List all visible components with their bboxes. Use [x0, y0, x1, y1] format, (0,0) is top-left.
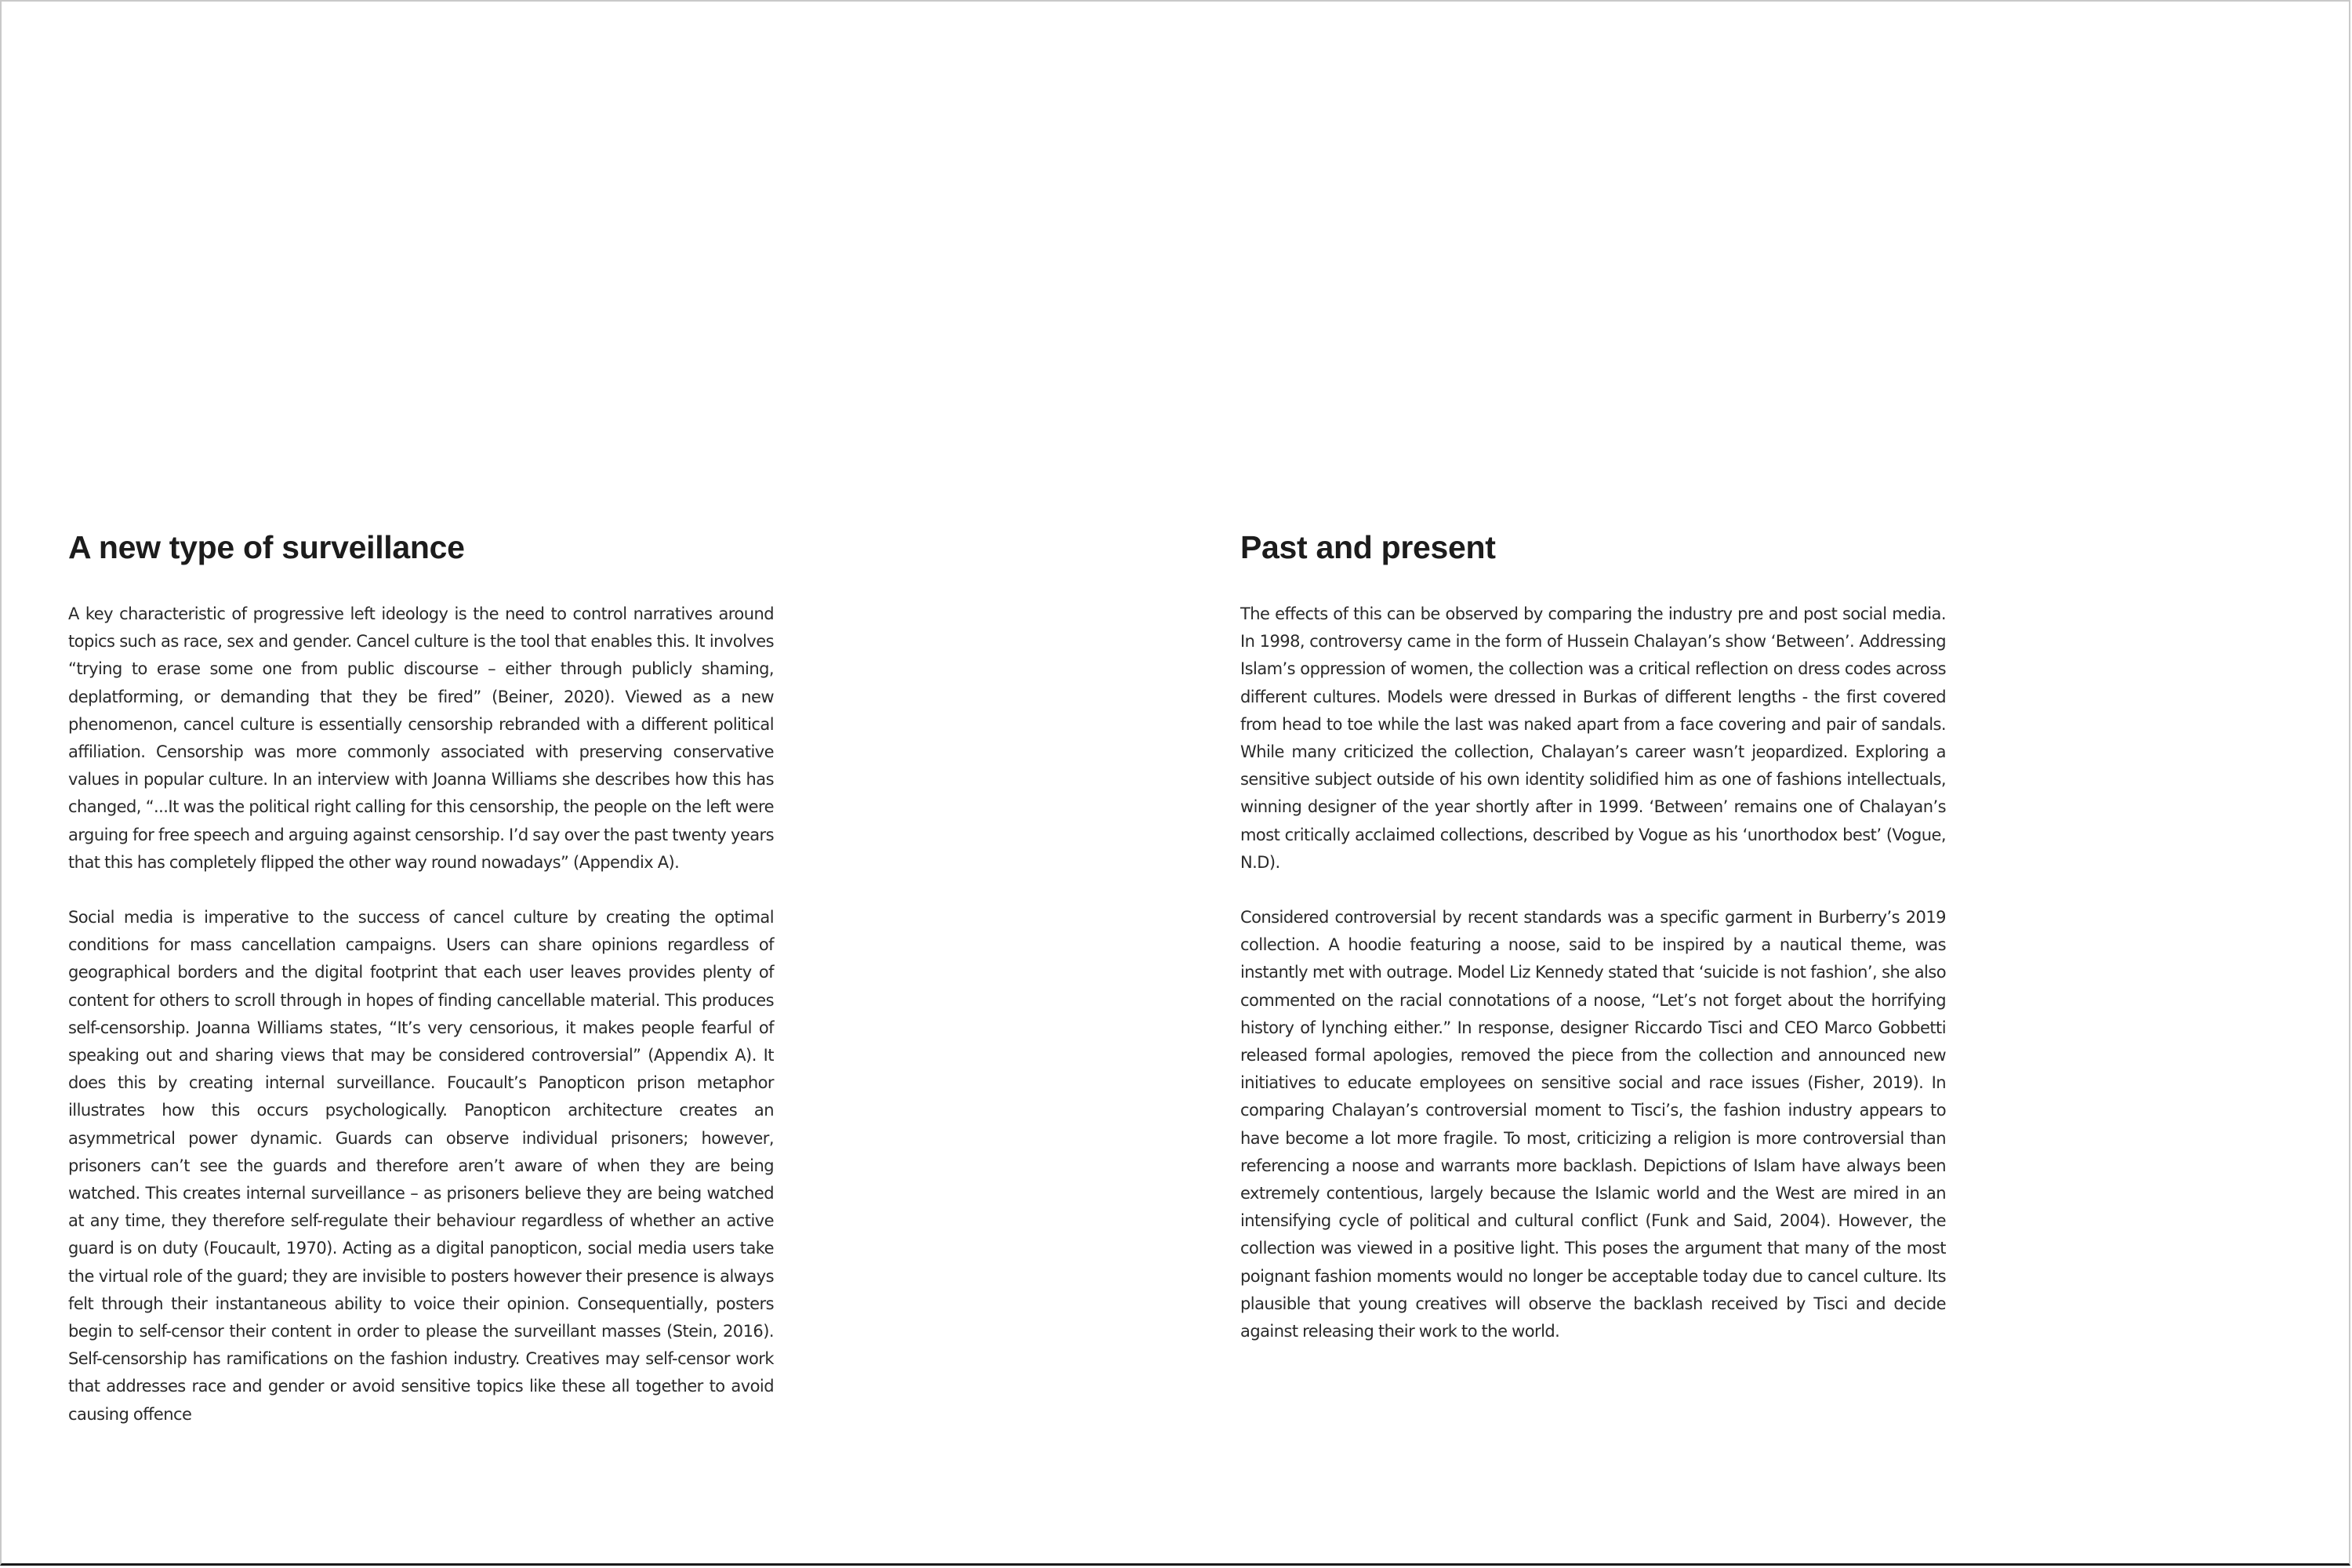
paragraph-burberry-noose: Considered controversial by recent standards was a specific garment in Burberry’s 2019 collection. A hoodie featuring a noose, said to be inspired by a nautical theme, was instantly met with outrage. Model Liz Kennedy stated that ‘suicide is not fashion’, she also commented on the racial connotations of a noose, “Let’s not forget about the horrifying history of lynching either.” In response, designer Riccardo Tisci and CEO Marco Gobbetti released formal apologies, removed the piece from the collection and announced new initiatives to educate employees on sensitive social and race issues (Fisher, 2019). In comparing Chalayan’s controversial moment to Tisci’s, the fashion industry appears to have become a lot more fragile. To most, criticizing a religion is more controversial than referencing a noose and warrants more backlash. Depictions of Islam have always been extremely contentious, largely because the Islamic world and the West are mired in an intensifying cycle of political and cultural conflict (Funk and Said, 2004). However, the collection was viewed in a positive light. This poses the argument that many of the most poignant fashion moments would no longer be acceptable today due to cancel culture. Its plausible that young creatives will observe the backlash received by Tisci and decide against releasing their work to the world. [1240, 908, 1946, 1341]
paragraph-chalayan-between: The effects of this can be observed by comparing the industry pre and post social media. In 1998, controversy came in the form of Hussein Chalayan’s show ‘Between’. Addressing Islam’s oppression of women, the collection was a critical reflection on dress codes across different cultures. Models were dressed in Burkas of different lengths - the first covered from head to toe while the last was naked apart from a face covering and pair of sandals. While many criticized the collection, Chalayan’s career wasn’t jeopardized. Exploring a sensitive subject outside of his own identity solidified him as one of fashions intellectuals, winning designer of the year shortly after in 1999. ‘Between’ remains one of Chalayan’s most critically acclaimed collections, described by Vogue as his ‘unorthodox best’ (Vogue, N.D). [1240, 604, 1946, 872]
section-heading-past-present: Past and present [1240, 529, 1496, 565]
section-heading-surveillance: A new type of surveillance [68, 529, 465, 565]
paragraph-social-media-panopticon: Social media is imperative to the success of cancel culture by creating the optimal conditions for mass cancellation campaigns. Users can share opinions regardless of geographical borders and the digital footprint that each user leaves provides plenty of content for others to scroll through in hopes of finding cancellable material. This produces self-censorship. Joanna Williams states, “It’s very censorious, it makes people fearful of speaking out and sharing views that may be considered controversial” (Appendix A). It does this by creating internal surveillance. Foucault’s Panopticon prison metaphor illustrates how this occurs psychologically. Panopticon architecture creates an asymmetrical power dynamic. Guards can observe individual prisoners; however, prisoners can’t see the guards and therefore aren’t aware of when they are being watched. This creates internal surveillance – as prisoners believe they are being watched at any time, they therefore self-regulate their behaviour regardless of whether an active guard is on duty (Foucault, 1970). Acting as a digital panopticon, social media users take the virtual role of the guard; they are invisible to posters however their presence is always felt through their instantaneous ability to voice their opinion. Consequentially, posters begin to self-censor their content in order to please the surveillant masses (Stein, 2016). Self-censorship has ramifications on the fashion industry. Creatives may self-censor work that addresses race and gender or avoid sensitive topics like these all together to avoid causing offence [68, 908, 774, 1424]
paragraph-cancel-culture-intro: A key characteristic of progressive left ideology is the need to control narratives around topics such as race, sex and gender. Cancel culture is the tool that enables this. It involves “trying to erase some one from public discourse – either through publicly shaming, deplatforming, or demanding that they be fired” (Beiner, 2020). Viewed as a new phenomenon, cancel culture is essentially censorship rebranded with a different political affiliation. Censorship was more commonly associated with preserving conservative values in popular culture. In an interview with Joanna Williams she describes how this has changed, “...It was the political right calling for this censorship, the people on the left were arguing for free speech and arguing against censorship. I’d say over the past twenty years that this has completely flipped the other way round nowadays” (Appendix A). [68, 604, 774, 872]
left-article-section [68, 525, 774, 1456]
right-article-section [1240, 525, 1946, 1373]
